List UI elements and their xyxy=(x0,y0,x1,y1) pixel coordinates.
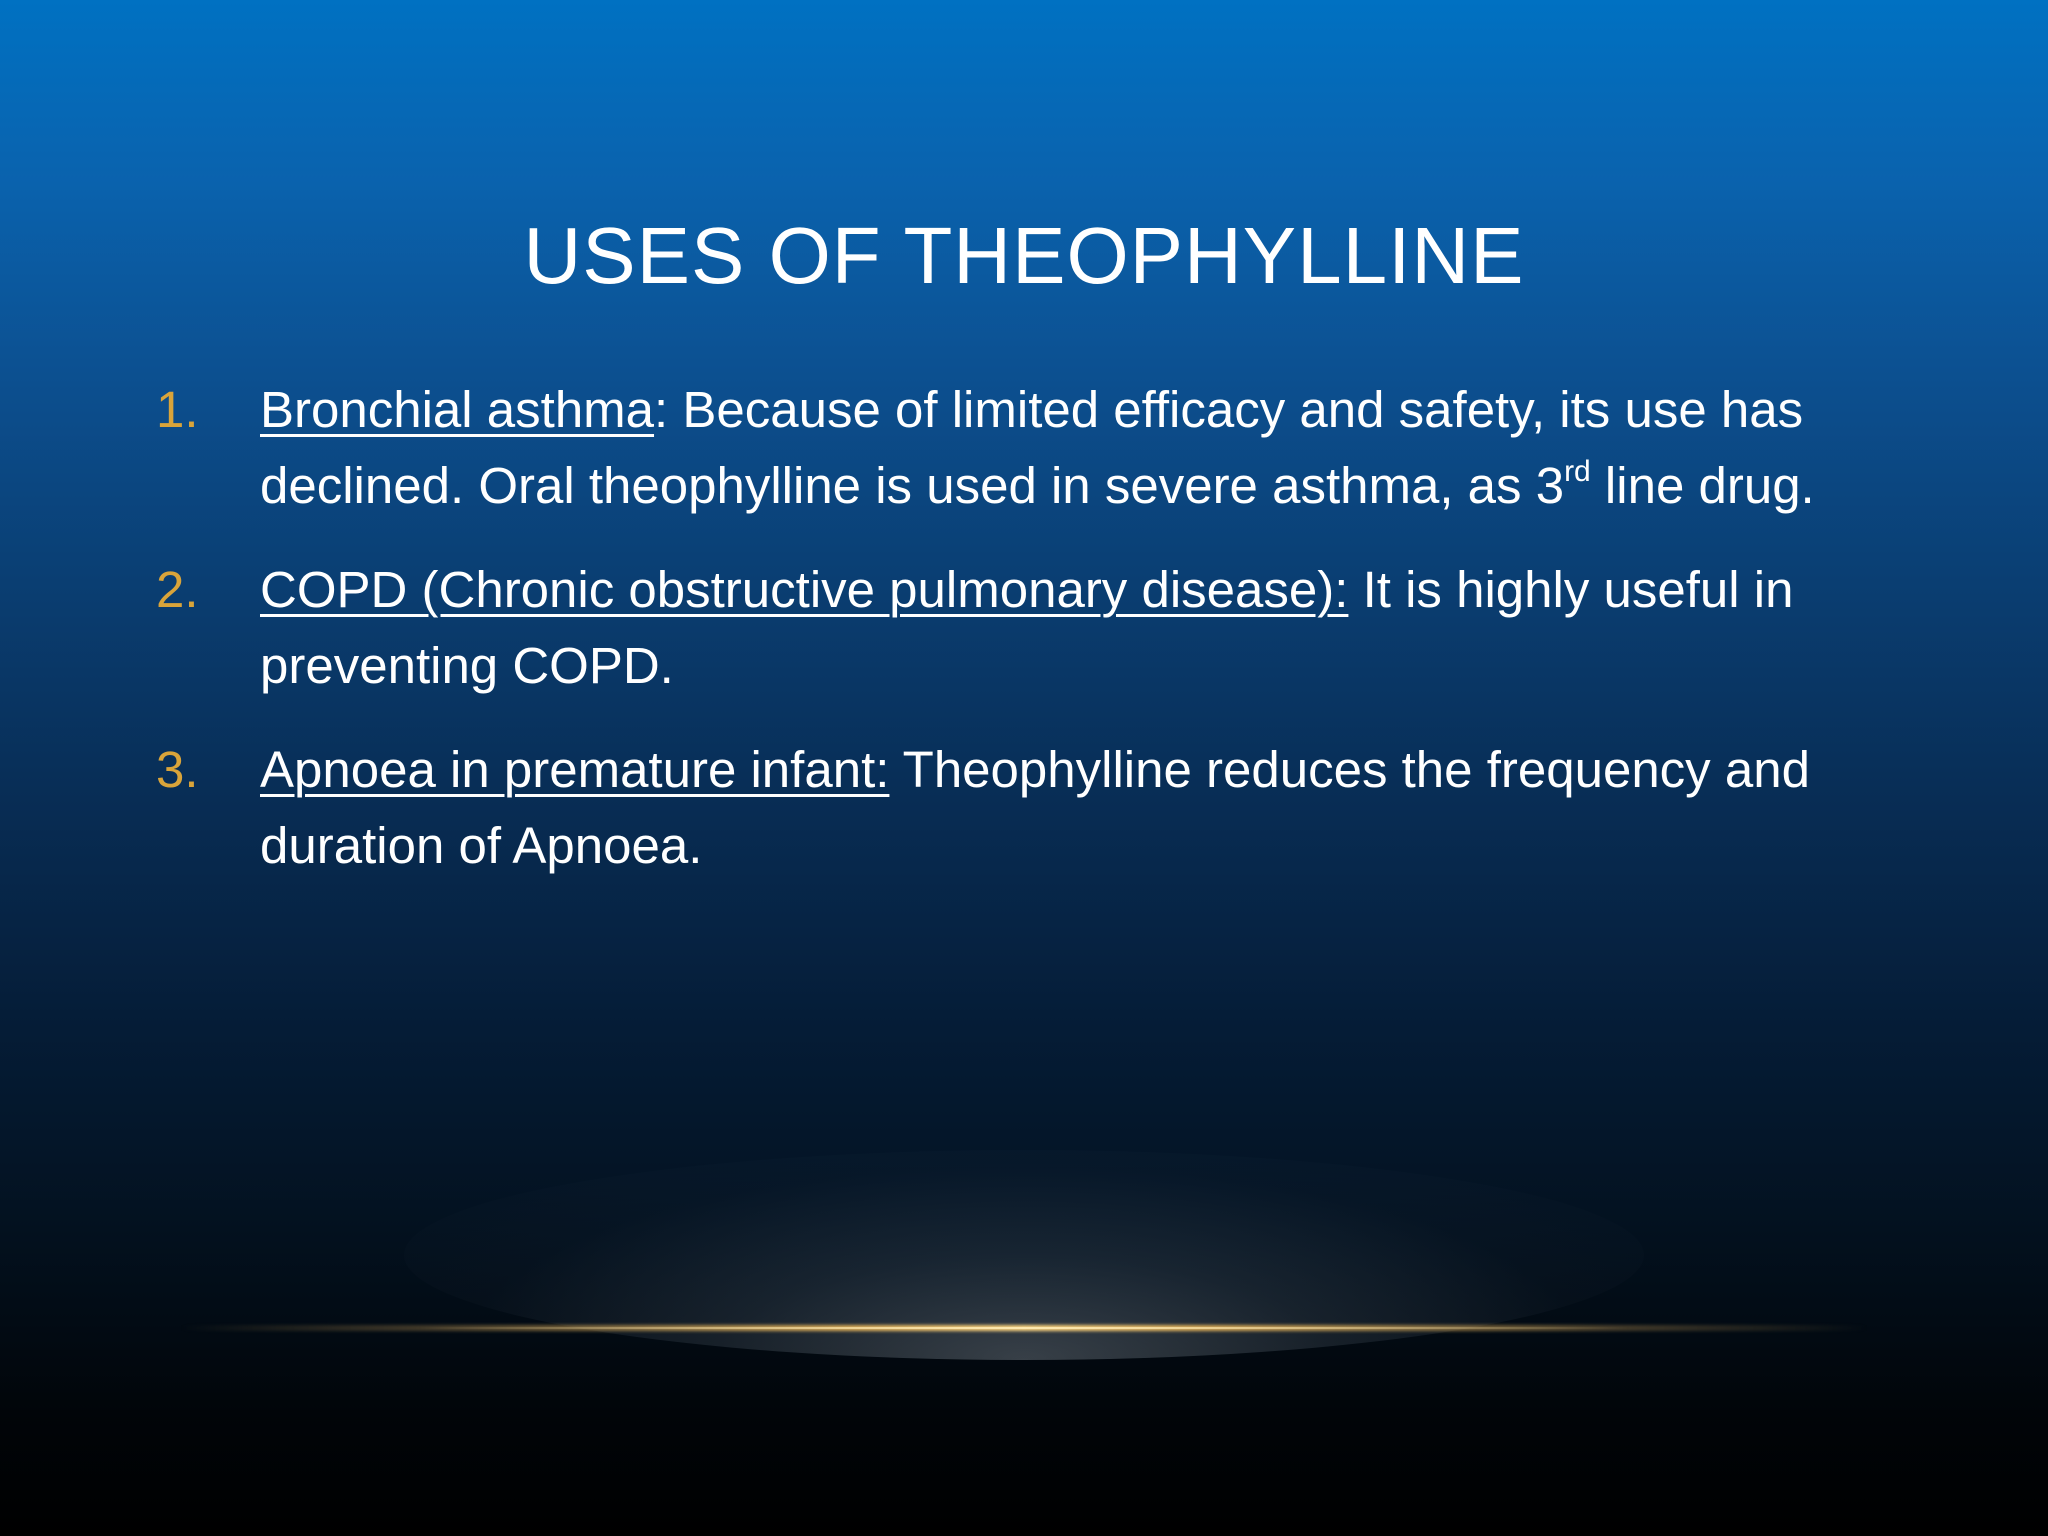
list-term: Apnoea in premature infant: xyxy=(260,741,890,798)
list-item xyxy=(156,552,1936,704)
list-text: It is highly useful in preventing COPD. xyxy=(260,561,1794,694)
list-text: Theophylline reduces the frequency and duration of Apnoea. xyxy=(260,741,1810,874)
list-number: 3. xyxy=(156,741,199,798)
accent-line-highlight xyxy=(420,1327,1628,1329)
list-item xyxy=(156,732,1936,884)
list-text: Because of limited efficacy and safety, its use has declined. Oral theophylline is used in severe asthma, as 3 xyxy=(260,381,1804,514)
list-text-end: line drug. xyxy=(1590,457,1815,514)
ordinal-suffix: rd xyxy=(1564,455,1591,488)
list-item xyxy=(156,372,1936,524)
list-number: 1. xyxy=(156,381,199,438)
list-number: 2. xyxy=(156,561,199,618)
list-term-separator: : xyxy=(654,381,669,438)
list-term: COPD (Chronic obstructive pulmonary disease): xyxy=(260,561,1349,618)
list-term: Bronchial asthma xyxy=(260,381,655,438)
uses-list xyxy=(156,372,1936,912)
slide-title: USES OF THEOPHYLLINE xyxy=(523,211,1525,300)
